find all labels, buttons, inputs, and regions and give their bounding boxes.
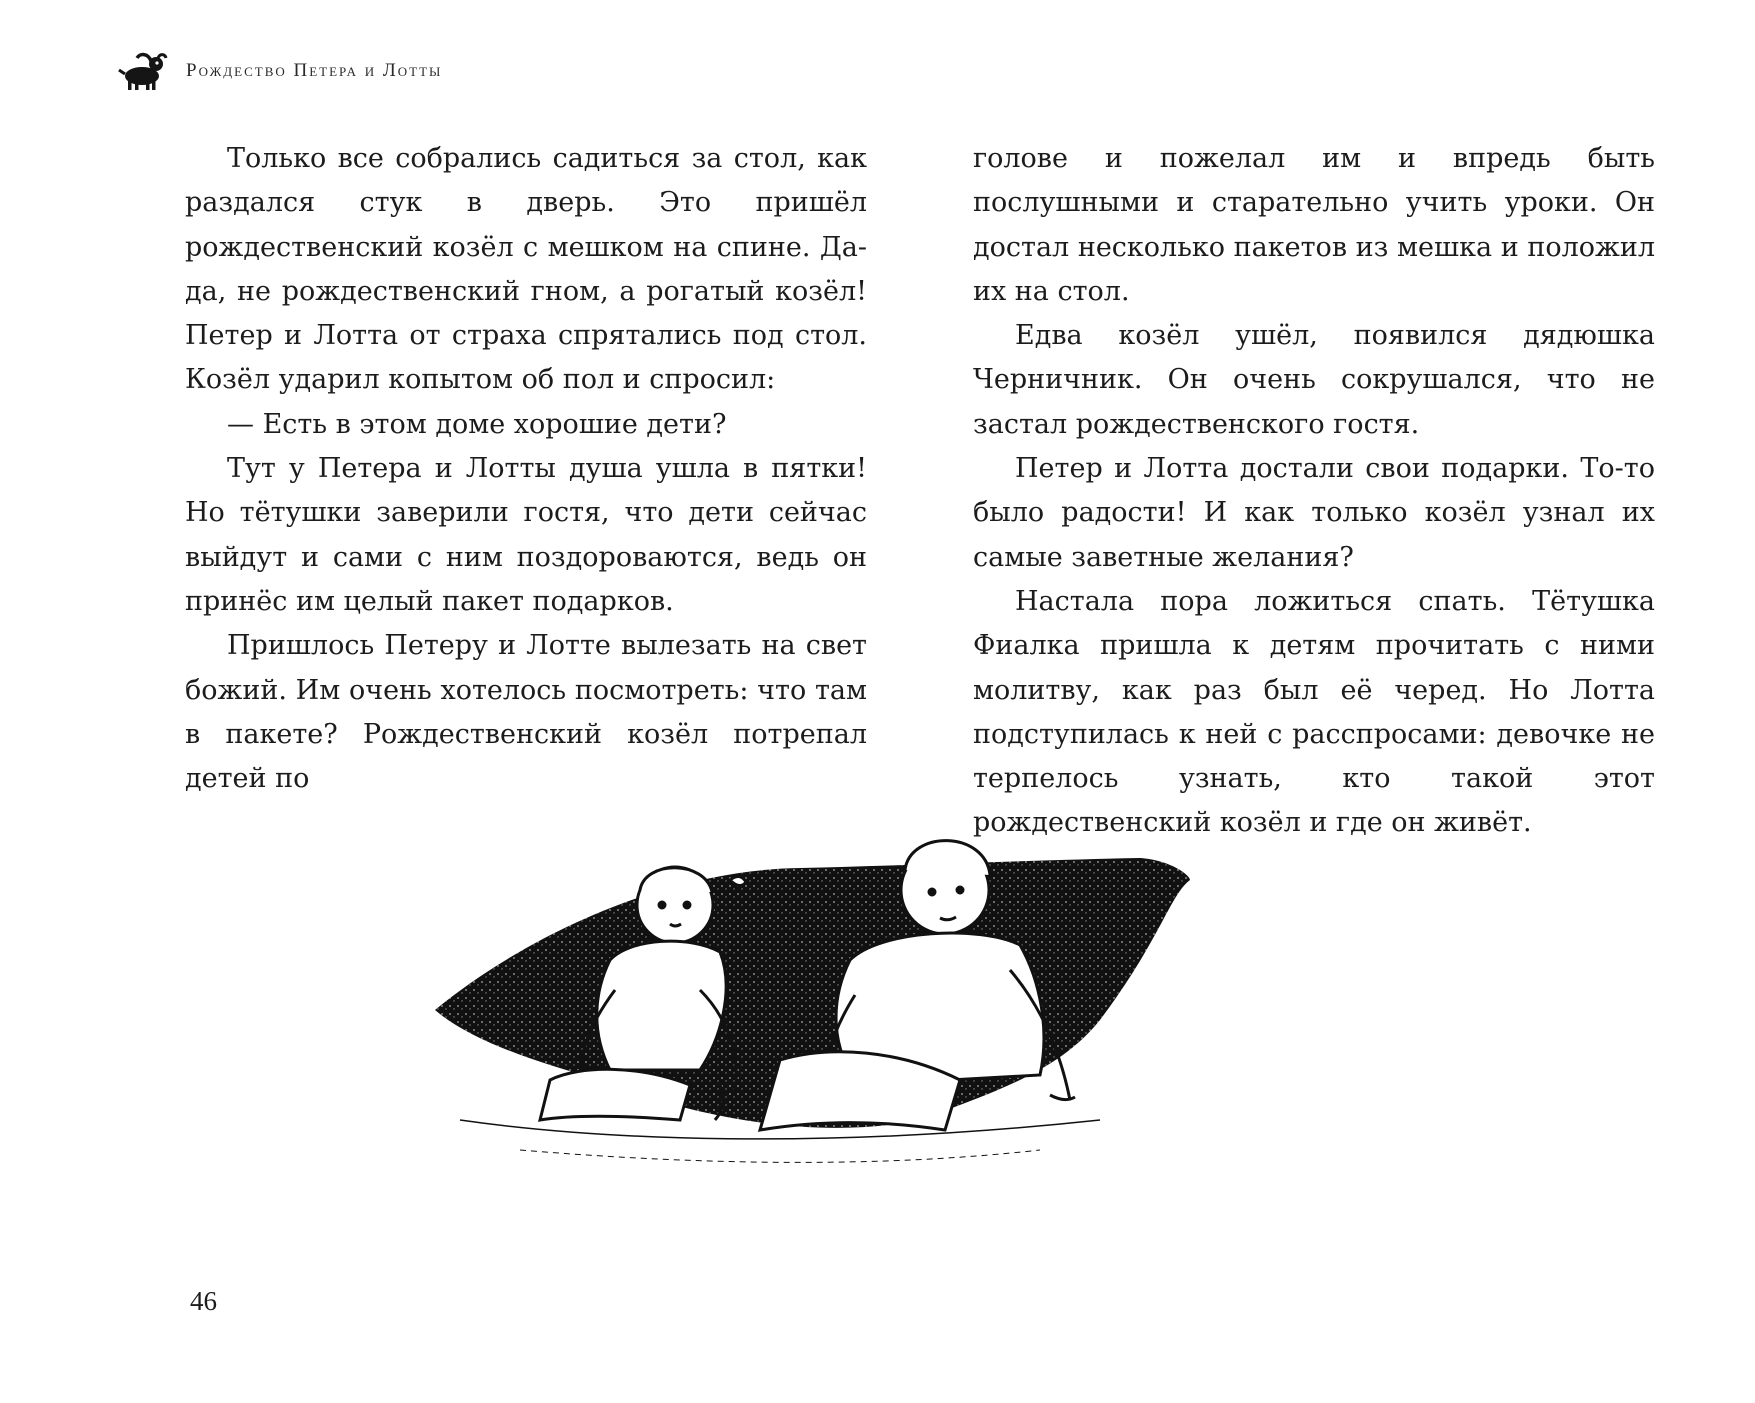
- paragraph: Пришлось Петеру и Лотте вылезать на свет божий. Им очень хотелось посмотреть: что там в пакете? Рождественский козёл потрепал детей по: [185, 630, 867, 795]
- paragraph: Петер и Лотта достали свои подарки. То-то было радости! И как только козёл узнал их самые заветные желания?: [973, 453, 1655, 573]
- paragraph-continuation: голове и пожелал им и впредь быть послушными и старательно учить уроки. Он достал несколько пакетов из мешка и положил их на стол.: [973, 143, 1655, 307]
- paragraph: Настала пора ложиться спать. Тётушка Фиалка пришла к детям прочитать с ними молитву, как раз был её черед. Но Лотта подступилась к ней с расспросами: девочке не терпелось узнать, кто такой этот рождественский козёл и где он живёт.: [973, 585, 1655, 839]
- right-text-column: [973, 137, 1655, 846]
- paragraph: Тут у Петера и Лотты душа ушла в пятки! Но тётушки заверили гостя, что дети сейчас выйдут и сами с ним поздороваются, ведь он принёс им целый пакет подарков.: [185, 453, 867, 617]
- paragraph: — Есть в этом доме хорошие дети?: [227, 408, 727, 440]
- left-text-column: [185, 137, 867, 801]
- page-number: 46: [190, 1286, 217, 1316]
- running-header: [118, 52, 442, 90]
- goat-emblem-icon: [118, 52, 168, 90]
- running-header-title: Рождество Петера и Лотты: [186, 60, 443, 81]
- children-under-table-illustration: [400, 820, 1360, 1244]
- paragraph: Только все собрались садиться за стол, как раздался стук в дверь. Это пришёл рождественский козёл с мешком на спине. Да-да, не рождественский гном, а рогатый козёл! Петер и Лотта от страха спрятались под стол. Козёл ударил копытом об пол и спросил:: [185, 143, 867, 396]
- illustration-svg: [400, 820, 1360, 1240]
- paragraph: Едва козёл ушёл, появился дядюшка Черничник. Он очень сокрушался, что не застал рождественского гостя.: [973, 320, 1655, 440]
